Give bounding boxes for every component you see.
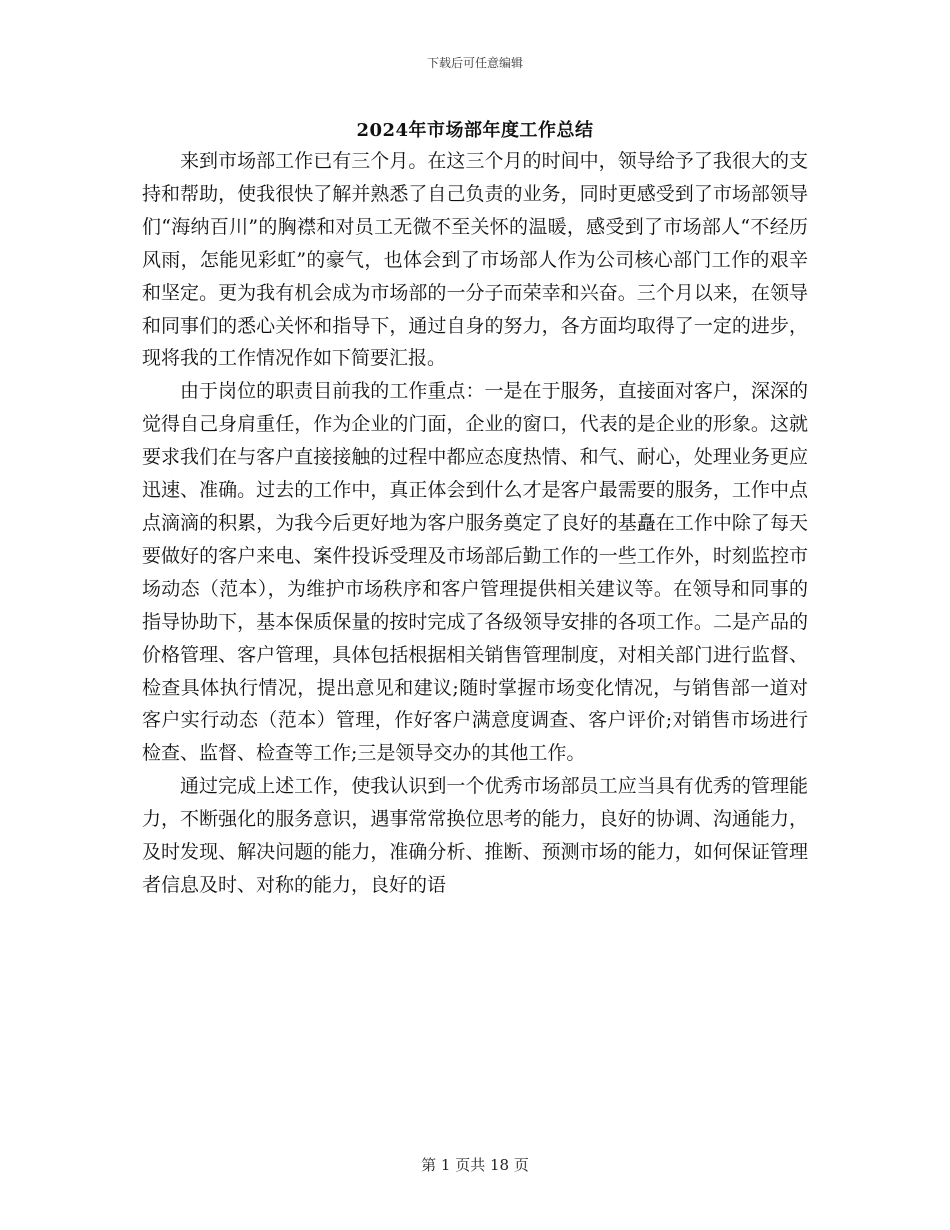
document-title: 2024年市场部年度工作总结: [356, 120, 594, 141]
page-number: 第 1 页共 18 页: [421, 1156, 529, 1174]
paragraph-2: 由于岗位的职责目前我的工作重点：一是在于服务，直接面对客户，深深的觉得自己身肩重任，作为企业的门面，企业的窗口，代表的是企业的形象。这就要求我们在与客户直接接触的过程中都应态度热情、和气、耐心，处理业务更应迅速、准确。过去的工作中，真正体会到什么才是客户最需要的服务，工作中点点滴滴的积累，为我今后更好地为客户服务奠定了良好的基矗在工作中除了每天要做好的客户来电、案件投诉受理及市场部后勤工作的一些工作外，时刻监控市场动态（范本），为维护市场秩序和客户管理提供相关建议等。在领导和同事的指导协助下，基本保质保量的按时完成了各级领导安排的各项工作。二是产品的价格管理、客户管理，具体包括根据相关销售管理制度，对相关部门进行监督、检查具体执行情况，提出意见和建议;随时掌握市场变化情况，与销售部一道对客户实行动态（范本）管理，作好客户满意度调查、客户评价;对销售市场进行检查、监督、检查等工作;三是领导交办的其他工作。: [142, 380, 808, 765]
page-header-note: 下载后可任意编辑: [426, 56, 523, 70]
paragraph-3: 通过完成上述工作，使我认识到一个优秀市场部员工应当具有优秀的管理能力，不断强化的服务意识，遇事常常换位思考的能力，良好的协调、沟通能力，及时发现、解决问题的能力，准确分析、推断、预测市场的能力，如何保证管理者信息及时、对称的能力，良好的语: [142, 775, 808, 896]
document-body: [142, 145, 808, 902]
paragraph-1: 来到市场部工作已有三个月。在这三个月的时间中，领导给予了我很大的支持和帮助，使我很快了解并熟悉了自己负责的业务，同时更感受到了市场部领导们“海纳百川”的胸襟和对员工无微不至关怀的温暖，感受到了市场部人“不经历风雨，怎能见彩虹”的豪气，也体会到了市场部人作为公司核心部门工作的艰辛和坚定。更为我有机会成为市场部的一分子而荣幸和兴奋。三个月以来，在领导和同事们的悉心关怀和指导下，通过自身的努力，各方面均取得了一定的进步，现将我的工作情况作如下简要汇报。: [142, 150, 808, 370]
